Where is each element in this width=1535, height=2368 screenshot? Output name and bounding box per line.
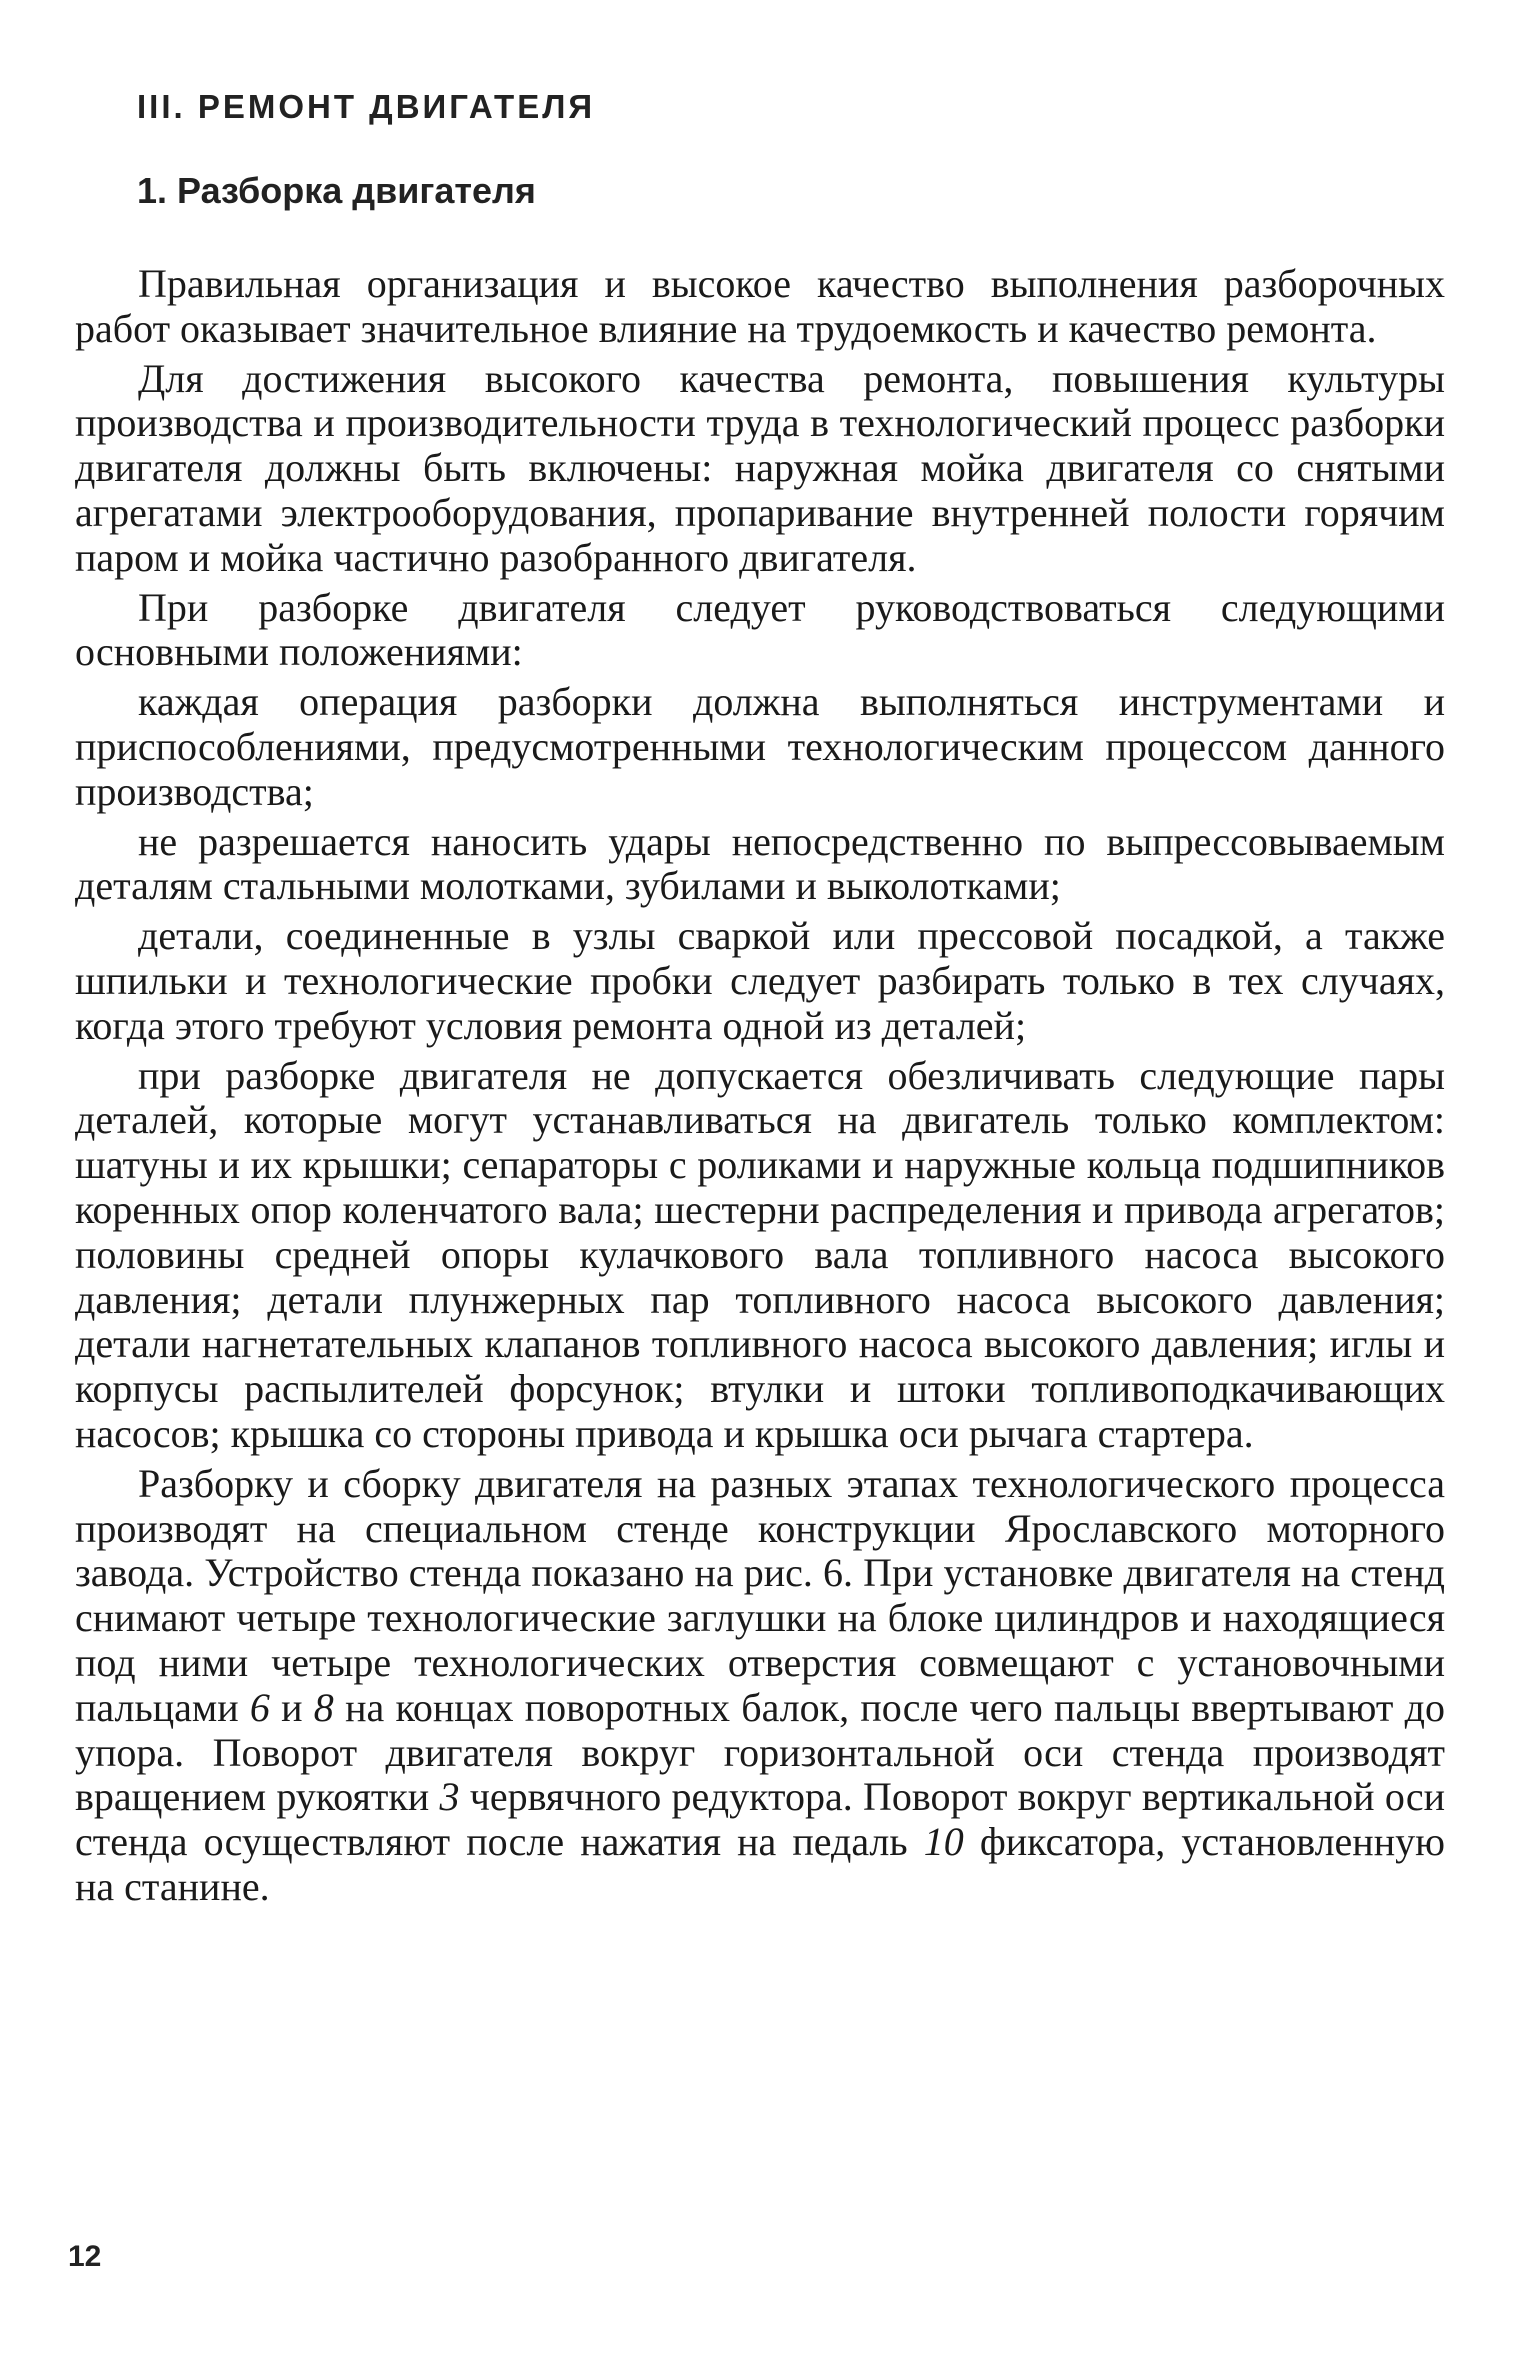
text-run: червячного редуктора. Поворот вокруг вертикальной оси стенда осуществляют после нажатия на педаль <box>75 1774 1445 1865</box>
list-item: детали, соединенные в узлы сваркой или прессовой посадкой, а также шпильки и технологические пробки следует разбирать только в тех случаях, когда этого требуют условия ремонта одной из деталей; <box>75 913 1445 1048</box>
paragraph: При разборке двигателя следует руководствоваться следующими основными положениями: <box>75 584 1445 675</box>
paragraph: Для достижения высокого качества ремонта, повышения культуры производства и производительности труда в технологический процесс разборки двигателя должны быть включены: наружная мойка двигателя со снятыми агрегатами электрооборудования, пропаривание внутренней полости горячим паром и мойка частично разобранного двигателя. <box>75 355 1445 580</box>
figure-ref: 6 <box>249 1684 270 1730</box>
text-run: на концах поворотных балок, после чего пальцы ввертывают до упора. Поворот двигателя вокруг горизонтальной оси стенда производят вращением рукоятки <box>75 1684 1445 1820</box>
page-number: 12 <box>68 2240 102 2273</box>
paragraph: Правильная организация и высокое качество выполнения разборочных работ оказывает значительное влияние на трудоемкость и качество ремонта. <box>75 261 1445 351</box>
list-item: при разборке двигателя не допускается обезличивать следующие пары деталей, которые могут устанавливаться на двигатель только комплектом: шатуны и их крышки; сепараторы с роликами и наружные кольца подшипников коренных опор коленчатого вала; шестерни распределения и привода агрегатов; половины средней опоры кулачкового вала топливного насоса высокого давления; детали плунжерных пар топливного насоса высокого давления; детали нагнетательных клапанов топливного насоса высокого давления; иглы и корпусы распылителей форсунок; втулки и штоки топливоподкачивающих насосов; крышка со стороны привода и крышка оси рычага стартера. <box>75 1052 1445 1456</box>
list-item: не разрешается наносить удары непосредственно по выпрессовываемым деталям стальными молотками, зубилами и выколотками; <box>75 818 1445 909</box>
figure-ref: 3 <box>439 1774 460 1820</box>
chapter-title: III. РЕМОНТ ДВИГАТЕЛЯ <box>137 88 596 125</box>
figure-ref: 8 <box>313 1684 334 1730</box>
text-run: Разборку и сборку двигателя на разных этапах технологического процесса производят на специальном стенде конструкции Ярославского моторного завода. Устройство стенда показано на рис. 6. При установке двигателя на стенд снимают четыре технологические заглушки на блоке цилиндров и находящиеся под ними четыре технологических отверстия совмещают с установочными пальцами <box>75 1460 1445 1730</box>
text-run: фиксатора, установленную на станине. <box>75 1819 1445 1909</box>
list-item: каждая операция разборки должна выполняться инструментами и приспособлениями, предусмотренными технологическим процессом данного производства; <box>75 679 1445 814</box>
body-text <box>75 262 1445 1915</box>
paragraph-stand-description <box>75 1462 1445 1910</box>
text-run: и <box>269 1684 314 1730</box>
figure-ref: 10 <box>923 1819 964 1865</box>
section-title: 1. Разборка двигателя <box>137 170 536 211</box>
